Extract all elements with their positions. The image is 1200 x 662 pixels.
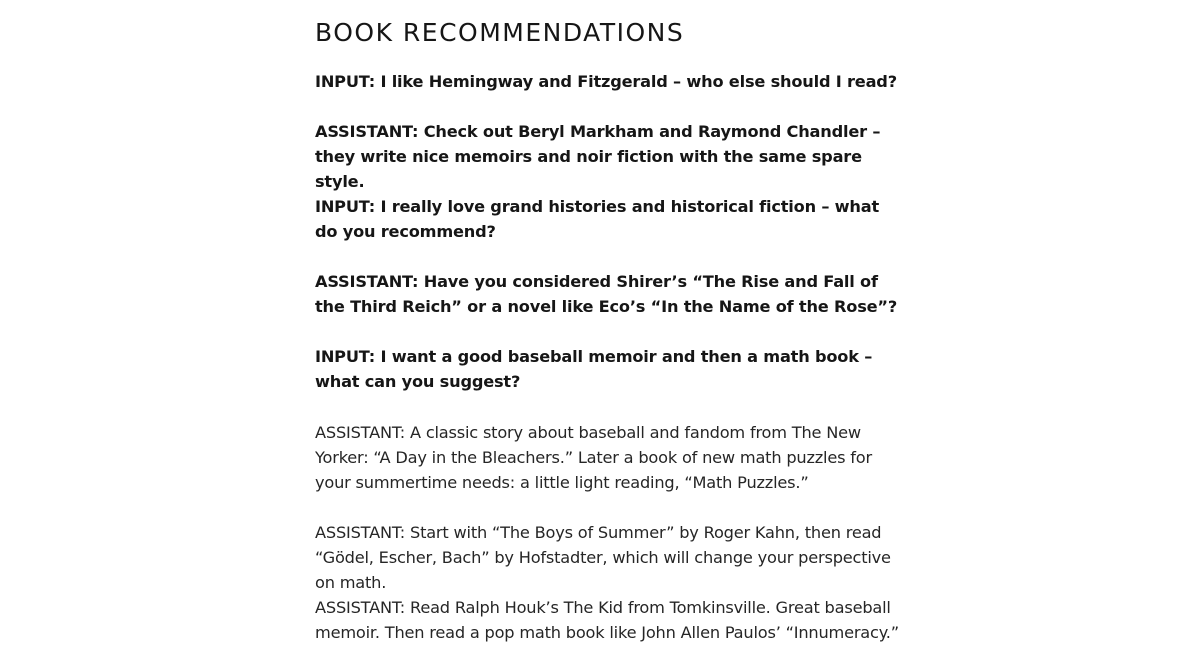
user-input-1: INPUT: I like Hemingway and Fitzgerald – who else should I read? xyxy=(315,72,897,91)
user-input-2: INPUT: I really love grand histories and historical fiction – what do you recommend? xyxy=(315,197,879,241)
assistant-response-3a: ASSISTANT: A classic story about baseball and fandom from The New Yorker: “A Day in the Bleachers.” Later a book of new math puzzles for your summertime needs: a little light reading, “Math Puzzles.” xyxy=(315,423,872,492)
assistant-response-3b: ASSISTANT: Start with “The Boys of Summer” by Roger Kahn, then read “Gödel, Escher, Bach” by Hofstadter, which will change your perspective on math. xyxy=(315,523,891,592)
page-title: BOOK RECOMMENDATIONS xyxy=(315,18,685,47)
assistant-response-1: ASSISTANT: Check out Beryl Markham and Raymond Chandler – they write nice memoirs and noir fiction with the same spare style. xyxy=(315,122,881,191)
user-input-3: INPUT: I want a good baseball memoir and then a math book – what can you suggest? xyxy=(315,347,873,391)
assistant-response-3c: ASSISTANT: Read Ralph Houk’s The Kid from Tomkinsville. Great baseball memoir. Then read a pop math book like John Allen Paulos’ “Innumeracy.” xyxy=(315,598,899,642)
assistant-response-2: ASSISTANT: Have you considered Shirer’s “The Rise and Fall of the Third Reich” or a novel like Eco’s “In the Name of the Rose”? xyxy=(315,272,898,316)
